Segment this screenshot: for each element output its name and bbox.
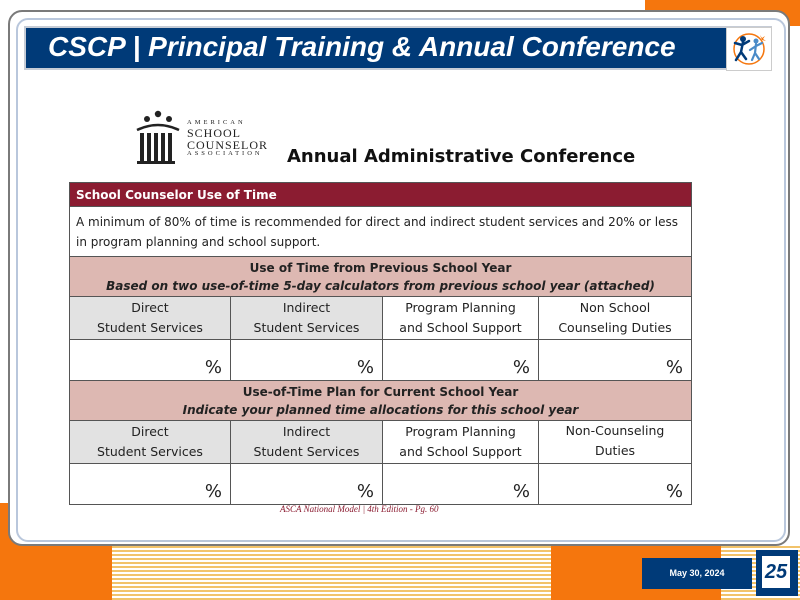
page-number-box	[756, 550, 798, 596]
asca-line-3: COUNSELOR	[187, 137, 269, 152]
cur-direct-percent-field[interactable]: %	[70, 464, 231, 505]
prev-col-indirect-line2: Student Services	[253, 320, 360, 335]
asca-line-1: AMERICAN	[187, 119, 246, 126]
prev-col-non-school	[539, 297, 692, 340]
citation: ASCA National Model | 4th Edition - Pg. 60	[280, 504, 439, 514]
current-year-percent-row	[70, 464, 692, 505]
cur-col-program-planning	[383, 421, 539, 464]
slide-date: May 30, 2024	[642, 558, 752, 589]
cur-col-noncounseling-line1: Non-Counseling	[565, 423, 665, 438]
cur-col-indirect-line2: Student Services	[253, 444, 360, 459]
asca-line-2: SCHOOL	[187, 125, 242, 140]
prev-col-program-line1: Program Planning	[405, 300, 516, 315]
current-year-section-row	[70, 381, 692, 421]
current-year-label-row	[70, 421, 692, 464]
prev-col-nonschool-line2: Counseling Duties	[558, 320, 672, 335]
previous-year-title: Use of Time from Previous School Year	[249, 260, 512, 275]
cscp-logo-icon	[726, 27, 772, 71]
cur-col-program-line2: and School Support	[399, 444, 522, 459]
prev-col-indirect	[231, 297, 383, 340]
cur-program-percent-field[interactable]: %	[383, 464, 539, 505]
prev-direct-percent-field[interactable]: %	[70, 340, 231, 381]
cur-col-indirect-line1: Indirect	[282, 424, 331, 439]
cur-indirect-percent-field[interactable]: %	[231, 464, 383, 505]
cur-col-program-line1: Program Planning	[405, 424, 516, 439]
current-year-section	[70, 381, 692, 421]
current-year-subtitle: Indicate your planned time allocations for this school year	[182, 402, 579, 417]
cur-col-indirect	[231, 421, 383, 464]
prev-program-percent-field[interactable]: %	[383, 340, 539, 381]
previous-year-percent-row	[70, 340, 692, 381]
asca-emblem-icon	[133, 108, 183, 166]
prev-col-direct-line2: Student Services	[97, 320, 203, 335]
previous-year-label-row	[70, 297, 692, 340]
current-year-title: Use-of-Time Plan for Current School Year	[242, 384, 519, 399]
table-description: A minimum of 80% of time is recommended for direct and indirect student services and 20% or less in program planning and school support.	[70, 207, 692, 257]
prev-col-direct	[70, 297, 231, 340]
cur-noncounseling-percent-field[interactable]: %	[539, 464, 692, 505]
cur-col-direct-line2: Student Services	[97, 444, 203, 459]
prev-col-program-planning	[383, 297, 539, 340]
asca-line-4: ASSOCIATION	[187, 149, 263, 157]
table-header-row	[70, 183, 692, 207]
page-number: 25	[762, 556, 790, 588]
prev-col-indirect-line1: Indirect	[282, 300, 331, 315]
prev-col-program-line2: and School Support	[399, 320, 522, 335]
asca-logo	[133, 108, 273, 166]
slide-title: CSCP | Principal Training & Annual Conference	[48, 31, 676, 62]
prev-indirect-percent-field[interactable]: %	[231, 340, 383, 381]
prev-col-nonschool-line1: Non School	[579, 300, 651, 315]
conference-title: Annual Administrative Conference	[287, 146, 636, 167]
cur-col-direct-line1: Direct	[131, 424, 169, 439]
asca-wordmark	[187, 120, 268, 157]
previous-year-section	[70, 257, 692, 297]
previous-year-section-row	[70, 257, 692, 297]
cur-col-direct	[70, 421, 231, 464]
table-header: School Counselor Use of Time	[70, 183, 692, 207]
cur-col-non-counseling	[539, 421, 692, 464]
title-bar	[24, 26, 772, 70]
use-of-time-table	[69, 182, 692, 505]
prev-col-direct-line1: Direct	[131, 300, 169, 315]
prev-nonschool-percent-field[interactable]: %	[539, 340, 692, 381]
cur-col-noncounseling-line2: Duties	[594, 443, 636, 458]
previous-year-subtitle: Based on two use-of-time 5-day calculators from previous school year (attached)	[106, 278, 655, 293]
description-row	[70, 207, 692, 257]
